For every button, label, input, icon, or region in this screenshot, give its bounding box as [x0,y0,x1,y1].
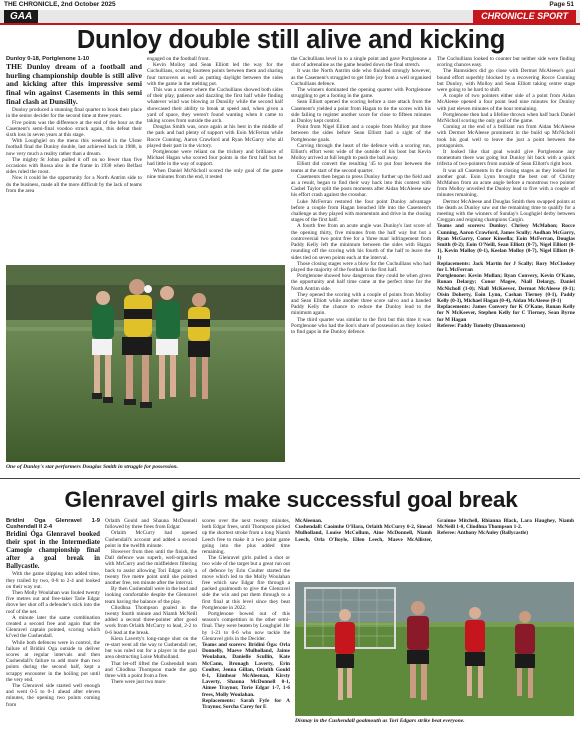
paragraph: They opened the scoring with a couple of points from Molloy and Sean Elliott while another three score salvo and a handed Paddy Kelly the chance to reduce the Dunloy lead to the minimum again. [291,291,431,317]
paragraph: Portglenone bowed out of this season's competition in the other semi-final. They were beaten by Loughgiel 1hr by 1-21 to 0-6 who now tackle the Glenravel girls in the Decider. [202,611,290,642]
paragraph: A minute later the same combination created a second free and again that the Glenravel captain pointed, scoring which ki'ved the Cushendall. [6,614,100,640]
paragraph: Portglenone were reliant on the trickery and brilliance of Michael Hagan who scored four points in the first half but he had little in the way of support. [147,149,283,168]
paragraph: Portglenone then had a lifeline thrown when half back Daniel McNicholl scoring the only goal of the game. [437,111,575,125]
gaa-label: GAA [4,10,38,23]
story2-column-2 [105,518,197,733]
paragraph: However from then until the finish, the Dall defence was superb, well-organised with McCurry and the midfielders filtering back to assist allowing Tori Edgar only a twenty five metre point until she pointed another free, ten minute after the interval. [105,549,197,587]
paragraph: This was a contest where the Cuchullians showed both sides of their play, patience and dazzling the first half while finding whatever wind was blowing at Dunsilly while the second half showcased their ability to break at speed and, when given a yard of space, they weren't found wanting when it came to taking scores from outside the arch. [147,87,283,125]
paragraph: While both defences were in control, the failure of Bridini Oga outside to deliver scores at regular intervals and then Cushendall's failure to add more than two points during the second half, kept a scrappy encounter in the boiling pot until the very end. [6,639,100,683]
story1-column-1 [6,56,142,263]
camogie-photo-image [295,582,574,716]
story1-column-4 [437,56,575,470]
teams-glenravel: Teams and scorers: Bridini Óga: Orla Donnelly, Maeve Mulholland, Jaime Woulahan, Danielle Scullin, Kate McCann, Bronagh Laverty, Erin Coulter, Jenna Gillan, Orlaith Gould 0-1, Eimhear McAleenan, Kirsty Laverty, Shauna McDonnell 0-1, Aimee Traynor, Torie Edgar 1-7, 1-6 frees, Molly Woulahan. [202,642,290,698]
paragraph: It was the North Antrim side who finished strongly however, as the Casement's struggled to get little joy from a well organised Cuchullians defence. [291,68,431,87]
paragraph: Casements then began to press Dunloy further up the field and as a result, began to find their way back into this contest with Cashel Taylor split the posts moments after Aidan McAleese saw his effort crash against the crossbar. [291,173,431,199]
paragraph: It was all Casements in the closing stages as they looked for another goal. Eoin Lynn brought the best out of Christy McMahon from an acute angle before a monstrous two pointer from Molloy unveiled the Dunloy lead to five with a couple of minutes remaining. [437,167,575,199]
paragraph: With Loughgiel on the menu this weekend in the Ulster football final the Dunloy double, last achieved back in 1988, is now very much a reality rather than a dream. [6,138,142,157]
top-bar [0,0,580,9]
paragraph: When Daniel McNicholl scored the only goal of the game nine minutes from the end, it rested [147,167,283,180]
score-line: Dunloy 0-18, Portglenone 1-10 [6,56,90,62]
paragraph: By then Cushendall were in the lead and looking comfortable despite the Glenravel team having the balance of the play. [105,586,197,605]
match-photo-image [6,265,285,462]
paragraph: The mighty St Johns pulled it off on no fewer than five occasions with Rossa also in the frame in 1938 when Belfast sides ruled the roost. [6,156,142,176]
section-label: CHRONICLE SPORT [473,10,576,23]
paragraph: McAleenan. [295,518,323,524]
paragraph: Cliodhna Thompson goaled in the twenty fourth minute and Niamh McNeill added a second three-pointer after good work from Orlaith McCurry to lead, 2-2 to 0-6 lead at the break. [105,604,197,636]
teams-portglenone: Portglenone: Kevin Mullan; Ryan Convery, Kevin O'Kane, Ronan Delargy; Conor Magee, Niall Delargy, Daniel McNicholl (1-0); Niall McKeever, Dermot McAleese (0-1); Oisin Doherty, Eoin Lynn, Cashan Tierney (0-1), Paddy Kelly (0-3), Michael Hagan (0-4), Aidan McAleese (0-1) [437,273,575,304]
publication-line: THE CHRONICLE, 2nd October 2025 [4,1,116,8]
paragraph: A fourth free from an acute angle was Dunloy's last score of the opening thirty, five minutes from the half way but but a controversial two point free for a 'three man' infringement from Paddy Kelly left the minimum between the sides with Hagan rounding off the scoring with his fourth of the half to leave the sides tied on seven points each at the interval. [291,223,431,261]
paragraph: Coming at the end of a brilliant run from Aidan McAleese with Dermot McAleese prominent in the build up McNicholl took his goal well to leave the just a point between the protagonists. [437,124,575,149]
paragraph: The Bannsiders did go close with Dermot McAleese's goal bound effort superbly blocked by a recovering Rocce Cunning but Dunloy, with Molloy and Sean Elliott taking centre stage were going to be hard to shift. [437,68,575,94]
paragraph: Kevin Molloy and Sean Elliott led the way for the Cuchullians, scoring fourteen points between them and sharing four turnovers as well as putting daylight between the sides with the game in the melting pot. [147,62,283,87]
paragraph: Dunloy produced a stunning final quarter to book their place in the senior decider for the second time at three years. [6,107,142,120]
paragraph: Carving through the heart of the defence with a scoring run, Elliott's effort went wide of the outside of his boot but Kevin Molloy arrived at full length to push the ball away. [291,142,431,162]
section-band [0,10,580,25]
story2-column-4 [295,518,574,578]
replacements-glenravel: Replacements: Sarah Fyfe for A Traynor, Sorcha Carey for E [202,697,290,711]
paragraph: Dermot McAleese and Douglas Smith then swapped points at the death as Dunloy saw out the remaining time to qualify for a meeting with the winners of Sunday's Loughgiel derby between Creggan and reigning champions Cargin. [437,198,575,224]
photo-camogie-match [295,582,574,716]
paragraph: Five points was the difference at the end of the hour as the Casement's semi-final voodoo struck again, this defeat their sixth loss in seven years at this stage. [6,119,142,138]
paragraph: Orlaith Gould and Shauna McDonnell followed by three frees from Edgar. [105,518,197,531]
score-line-2: Bridini Óga Glenravel 1-9 Cushendall II 2-4 [6,518,100,531]
section-divider [0,478,580,479]
story1-lede: THE Dunloy dream of a football and hurling championship double is still alive and kicking after this impressive semi final win against Casements in this semi final clash at Dunsilly. [6,62,142,106]
headline-glenravel: Glenravel girls make successful goal break [64,487,518,512]
paragraph: the Cuchullians level in to a single point and gave Portglenone a shot of adrenaline as the game headed down the final stretch. [291,56,431,69]
paragraph: That let-off lifted the Cushendall team and Cliodhna Thompson made the gap three with a point from a free. [105,660,197,680]
caption-dunloy: One of Dunloy's star performers Douglas Smith in struggle for possession. [6,464,179,470]
paragraph: Luke McFerran restored the four point Dunloy advantage before a couple from Hagan breached life into the Casement's challenge as they played with momentum and drive in the closing stages of the first half. [291,198,431,224]
paragraph: Those closing stages were a blow for the Cuchullians who had played the majority of the football in the first half. [291,260,431,273]
story2-lede: Bridini Óga Glenravel booked their spot in the Intermediate Camogie championship final after a goal break in Ballycastle. [6,531,100,570]
paragraph: The Glenravel side started well enough and went 0-5 to 0-1 ahead after eleven minutes, the opening two points coming from [6,683,100,708]
paragraph: It looked like that goal would give Portglenone any momentum there was going but Dunloy hit back with a quick trifecta of two-pointers from outside of Sean Elliott's right boot. [437,149,575,168]
paragraph: The winners dominated the opening quarter with Portglenone struggling to get a footing in the game. [291,87,431,100]
paragraph: Elliott did convert the resulting '45 to put four between the teams at the start of the second quarter. [291,161,431,174]
paragraph: Orlaith McCurry had opened Cushendall's account and added a second point in the twelfth minute. [105,530,197,549]
paragraph: scores over the next twenty minutes, both Edgar frees, until Thompson picked up the shortest stroke from a long Niamh Leech free to make it a two point game going into the plus added time remaining. [202,518,290,556]
paragraph: Now it could be the opportunity for a North Antrim side to do the business, made all the more difficult by the lack of teams from the area [6,175,142,194]
paragraph: Kiera Laverty's long-range shot on the re-start went all the way to Cushendall net, but was ruled out for a player in the goal area obstructing Loise Mulholland. [105,635,197,661]
headline-dunloy: Dunloy double still alive and kicking [76,26,506,54]
replacements-portglenone: Replacements: James Convery for K O'Kane, Ronan Kelly for N McKeever, Stephen Kelly for C Tierney, Sean Byrne for M Hagan [437,304,575,323]
paragraph: Portglenone showed how dangerous they could be when given the opportunity and half time came at the perfect time for the North Antrim side. [291,273,431,292]
story1-column-3 [291,56,431,468]
paragraph: engaged on the football front. [147,56,210,62]
referee: Referee: Paddy Tumelty (Dunnastown) [437,322,526,329]
paragraph: Sean Elliott opened the scoring before a rare attack from the Casement's yielded a point from Hagan to tie the scores with his side failing to register another score for close to fifteen minutes as Dunloy kept control. [291,99,431,125]
paragraph: The Glenravel girls pulled a shot or two wide of the target but a great run out of defence by Erin Coulter started the move which led to the Molly Woulahan free which saw Edgar fire through a packed goalmouth to give the Glenravel side the win and put them through to a first final at this level since they beat Portglenone in 2022. [202,555,290,611]
paragraph: The Cuchullians looked to counter but neither side were finding scoring chances easy. [437,56,575,69]
story1-column-2 [147,56,283,263]
paragraph: There were just two more [111,679,166,686]
story2-column-3 [202,518,290,733]
paragraph: Point from Nigel Elliott and a couple from Molloy put three between the sides before Sean Elliott had a sight of the Portglenone goals. [291,124,431,143]
replacements-dunloy: Replacements: Jack Martin for J Scally; Rory McCloskey for L McFerran [437,260,575,273]
story2-column-1 [6,518,100,733]
teams-dunloy: Teams and scorers: Dunloy: Chrissy McMahon; Rocce Cunning, Aaron Crawford, James Scully; Aodhan McGarry, Ryan McGarry, Conor Kinsella; Eoin McFerran, Douglas Smith (0-2); Eoin O'Neill, Sean Elliott (0-7), Nigel Elliott (0-1), Kevin Molloy (0-1), Keelan Molloy (0-7), Nigel Elliott (0-1) [437,223,575,261]
paragraph: Then Molly Woulahan was fouled twenty five metres out and free-taker Tarie Edgar drove her shot off a defender's stick into the roof of the net. [6,590,100,615]
paragraph: With the game slipping into added time, they trailed by two, 0-8 to 2-4 and looked on their way out. [6,571,100,590]
page-number: Page 51 [549,1,574,8]
caption-glenravel: Dismay in the Cushendall goalmouth as Tori Edgars strike beat everyone. [295,718,465,724]
paragraph: Douglas Smith was, once again at his best in the middle of the park and had plenty of support with Eoin McFerran while Rocce Cunning, Aaron Crawford and Ryan McGarry who all played their part in the victory. [147,124,283,149]
paragraph: The third quarter was similar to the first but this time it was Portglenone who had the lion's share of possession as they looked to find gaps in the Dunloy defence. [291,316,431,335]
teams-cushendall: Cushendall: Caoimhe O'Hara, Orlaith McCurry 0-2, Sinead Mulholland, Louise McCollum, Aine McDonnell, Niamh Leech, Orla O'Boyle, Ellen Leech, Maeve McAllister, Grainne Mitchell, Rhianna Black, Lara Haughey, Niamh McNeill 1-0, Cliodhna Thompson 1-2. [295,518,574,543]
paragraph: A couple of two pointers either side of a point from Aidan McAleese opened a four point lead nine minutes for Dunloy with just eleven minutes of the hour remaining. [437,93,575,112]
photo-dunloy-match [6,265,285,462]
referee-2: Referee: Anthony McAuley (Ballycastle) [437,530,528,537]
